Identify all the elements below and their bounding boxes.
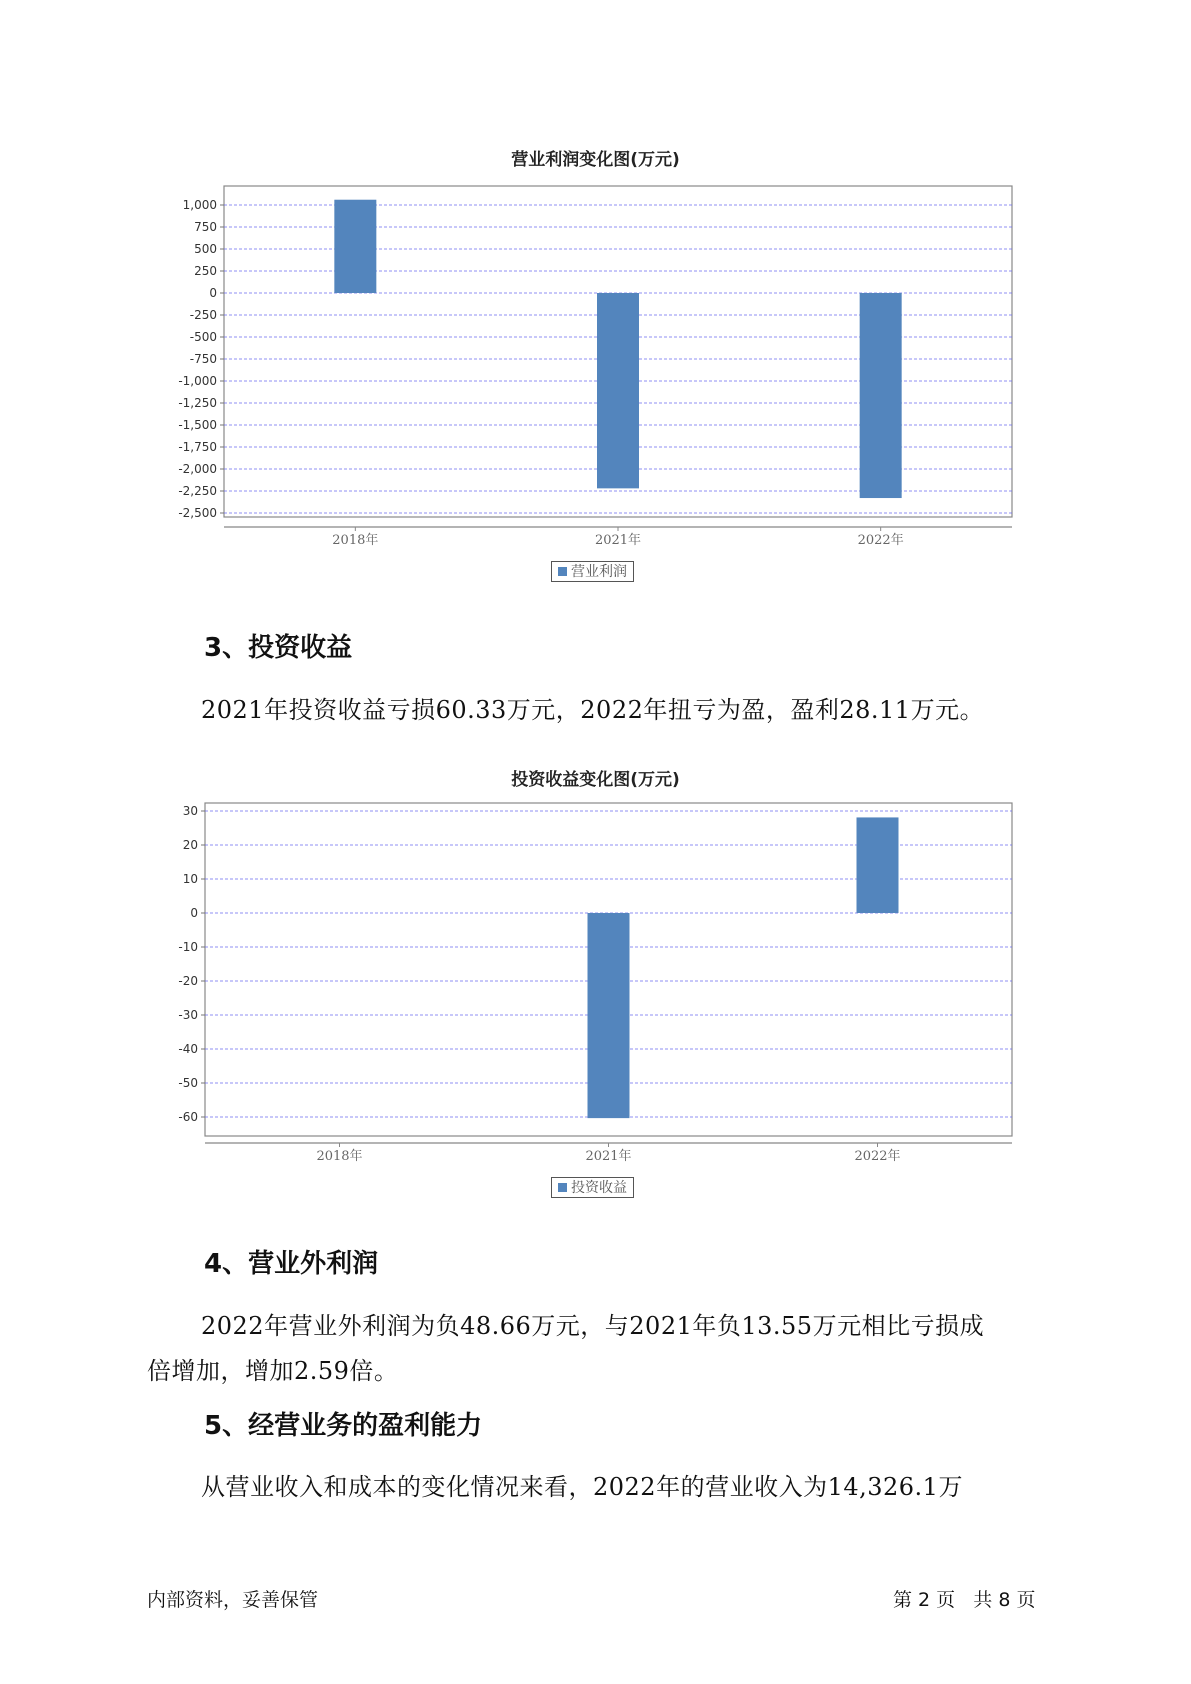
y-tick-label: -2,500 (178, 506, 217, 520)
y-tick-label: -30 (178, 1008, 198, 1022)
y-tick-label: -2,250 (178, 484, 217, 498)
section-4-line-1 (147, 1304, 1047, 1349)
y-tick-label: 30 (182, 804, 198, 818)
y-tick-label: 20 (182, 838, 198, 852)
footer-page-number: 第 2 页 共 8 页 (893, 1589, 1036, 1611)
section-heading-4: 4、营业外利润 (204, 1249, 379, 1279)
y-tick-label: 250 (194, 264, 217, 278)
y-tick-label: 10 (182, 872, 198, 886)
y-tick-label: -40 (178, 1042, 198, 1056)
section-5-text: 从营业收入和成本的变化情况来看，2022年的营业收入为14,326.1万 (201, 1473, 963, 1501)
section-heading-3: 3、投资收益 (204, 633, 353, 663)
footer-confidential-note: 内部资料，妥善保管 (147, 1589, 319, 1611)
y-tick-label: 0 (209, 286, 217, 300)
x-tick-label: 2021年 (585, 1149, 632, 1164)
section-4-line-2: 倍增加，增加2.59倍。 (147, 1357, 399, 1385)
x-tick-label: 2021年 (594, 533, 642, 548)
section-3-text: 2021年投资收益亏损60.33万元，2022年扭亏为盈，盈利28.11万元。 (201, 696, 985, 724)
x-tick-label: 2022年 (857, 533, 904, 548)
y-tick-label: -1,000 (178, 374, 217, 388)
y-tick-label: -50 (178, 1076, 198, 1090)
y-tick-label: -10 (178, 940, 198, 954)
y-tick-label: -250 (189, 308, 217, 322)
y-tick-label: -750 (189, 352, 217, 366)
bar (588, 913, 630, 1118)
legend-swatch (558, 1183, 567, 1192)
section-4-paragraph (147, 1304, 1047, 1394)
y-tick-label: -60 (178, 1110, 198, 1124)
x-tick-label: 2018年 (332, 533, 379, 548)
chart-title-investment-income: 投资收益变化图(万元) (511, 770, 680, 790)
y-tick-label: 500 (194, 242, 217, 256)
legend-label: 营业利润 (571, 564, 627, 580)
x-tick-label: 2022年 (854, 1149, 901, 1164)
y-tick-label: 0 (190, 906, 198, 920)
y-tick-label: -1,500 (178, 418, 217, 432)
y-tick-label: -500 (189, 330, 217, 344)
section-4-text-1: 2022年营业外利润为负48.66万元，与2021年负13.55万元相比亏损成 (201, 1312, 985, 1340)
y-tick-label: 1,000 (182, 198, 217, 212)
y-tick-label: -2,000 (178, 462, 217, 476)
y-tick-label: -1,250 (178, 396, 217, 410)
chart-legend (551, 1177, 634, 1198)
section-heading-5: 5、经营业务的盈利能力 (204, 1411, 483, 1441)
y-tick-label: 750 (194, 220, 217, 234)
legend-label: 投资收益 (571, 1180, 627, 1196)
y-tick-label: -1,750 (178, 440, 217, 454)
chart-title-operating-profit: 营业利润变化图(万元) (511, 150, 680, 170)
x-tick-label: 2018年 (316, 1149, 363, 1164)
bar (857, 817, 899, 913)
section-5-paragraph (147, 1465, 1047, 1510)
y-tick-label: -20 (178, 974, 198, 988)
